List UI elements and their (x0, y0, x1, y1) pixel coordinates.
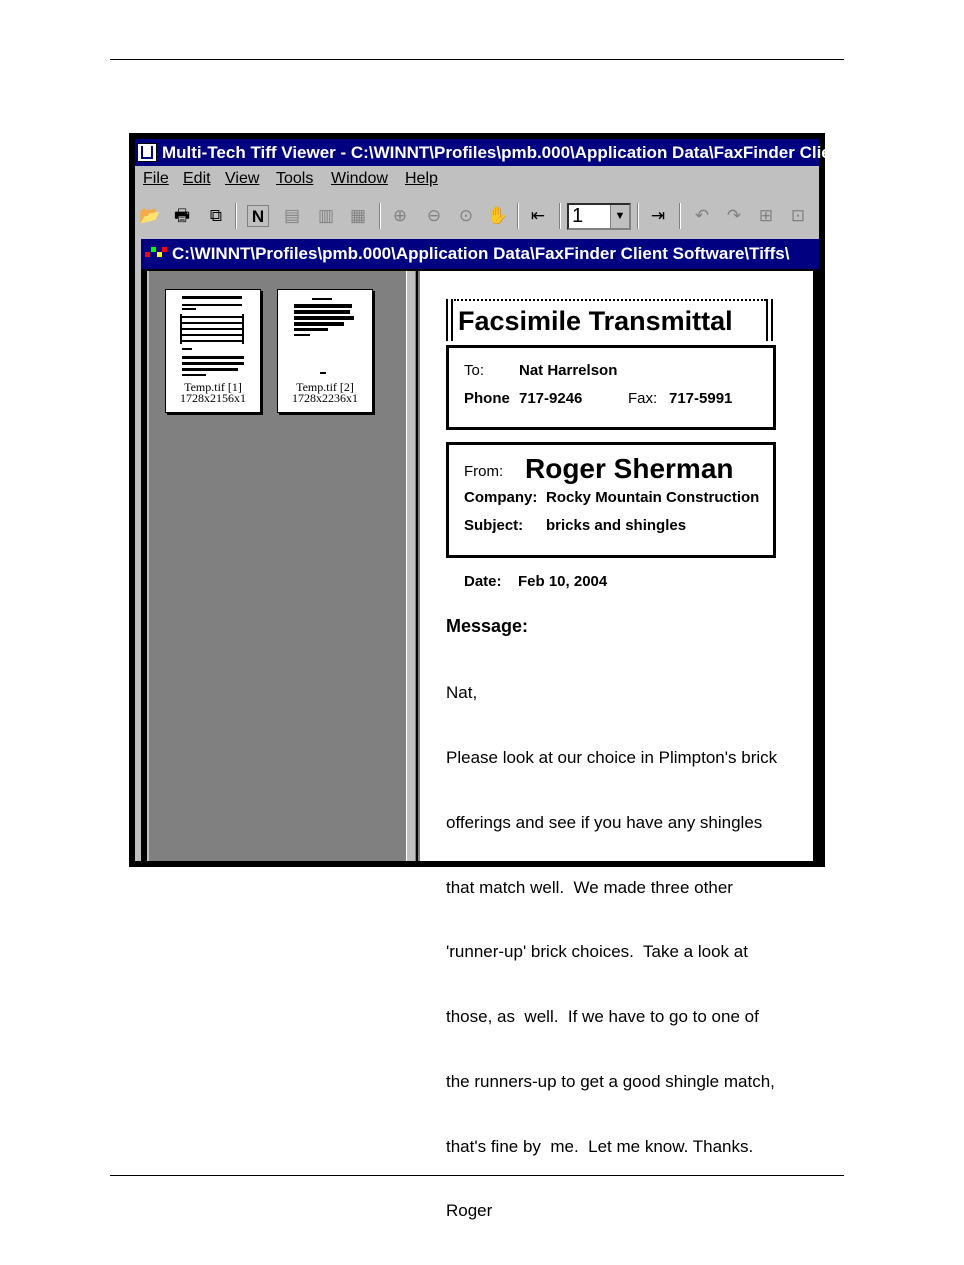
zoom-in-icon[interactable]: ⊕ (392, 206, 408, 225)
zoom-out-icon[interactable]: ⊖ (426, 206, 442, 225)
fax-banner-title: Facsimile Transmittal (458, 306, 733, 336)
toolbar-separator (679, 203, 681, 229)
menu-view-label: View (225, 170, 260, 187)
document-icon[interactable] (145, 247, 167, 261)
message-line: Nat, (446, 683, 478, 703)
thumbnail-image (292, 296, 356, 380)
menu-tools-label: Tools (276, 170, 314, 187)
menu-file-label: File (143, 170, 169, 187)
page-view[interactable] (418, 271, 813, 1221)
thumbnail-pane (147, 271, 406, 861)
document-window (141, 239, 819, 1221)
message-line: the runners-up to get a good shingle match, (446, 1071, 775, 1091)
phone-label: Phone (464, 390, 510, 407)
thumbnail-info: 1728x2236x1 (292, 391, 358, 405)
title-bar[interactable] (135, 139, 964, 166)
app-icon[interactable] (137, 143, 157, 162)
tiff-viewer-window (129, 133, 964, 1221)
next-page-icon[interactable]: ⇥ (650, 206, 666, 225)
pane-splitter[interactable] (406, 271, 416, 861)
thumbnail-caption (278, 382, 372, 404)
toolbar-separator (559, 203, 561, 229)
menu-edit-label: Edit (183, 170, 211, 187)
flip-icon[interactable]: ⊞ (758, 206, 774, 225)
recipient-box (446, 345, 776, 430)
footer-rule (110, 1175, 844, 1176)
fax-label: Fax: (628, 390, 658, 407)
document-title-bar[interactable] (141, 239, 819, 269)
toolbar-separator (235, 203, 237, 229)
toolbar-separator (517, 203, 519, 229)
message-line: that match well. We made three other (446, 877, 733, 897)
fit-height-icon[interactable]: ▦ (349, 206, 367, 225)
normal-view-icon[interactable]: N (247, 205, 269, 227)
fax-banner (446, 299, 774, 341)
previous-page-icon[interactable]: ⇤ (530, 206, 546, 225)
date-value: Feb 10, 2004 (518, 573, 608, 590)
message-line: that's fine by me. Let me know. Thanks. (446, 1136, 754, 1156)
fit-page-icon[interactable]: ▥ (317, 206, 335, 225)
message-heading: Message: (446, 616, 529, 636)
menu-window-label: Window (331, 170, 388, 187)
header-rule (110, 59, 844, 60)
subject-label: Subject: (464, 517, 524, 534)
from-label: From: (464, 463, 504, 480)
open-folder-icon[interactable]: 📂 (139, 206, 161, 225)
thumbnail-page-2[interactable] (277, 289, 373, 413)
print-icon[interactable]: 🖶 (173, 206, 191, 225)
thumbnail-info: 1728x2156x1 (180, 391, 246, 405)
fit-width-icon[interactable]: ▤ (283, 206, 301, 225)
zoom-reset-icon[interactable]: ⊙ (458, 206, 474, 225)
company-label: Company: (464, 489, 538, 506)
date-label: Date: (464, 573, 502, 590)
thumbnail-name: Temp.tif [2] (296, 380, 354, 394)
chevron-down-icon[interactable]: ▼ (610, 205, 629, 228)
from-value: Roger Sherman (525, 453, 734, 484)
thumbnail-caption (166, 382, 260, 404)
fax-value: 717-5991 (669, 390, 733, 407)
banner-dots (454, 299, 766, 305)
toolbar-separator (379, 203, 381, 229)
window-frame (135, 139, 964, 1221)
banner-edge (446, 299, 453, 341)
rotate-left-icon[interactable]: ↶ (694, 206, 710, 225)
message-line: offerings and see if you have any shingles (446, 812, 763, 832)
document-title: C:\WINNT\Profiles\pmb.000\Application Data\FaxFinder Client Software\Tiffs\ (172, 244, 790, 263)
rotate-right-icon[interactable]: ↷ (726, 206, 742, 225)
to-label: To: (464, 362, 485, 379)
toolbar (135, 199, 819, 233)
toolbar-separator (637, 203, 639, 229)
message-body (446, 639, 806, 1265)
menu-bar (135, 167, 819, 191)
invert-icon[interactable]: ⊡ (790, 206, 806, 225)
message-line: those, as well. If we have to go to one of (446, 1007, 759, 1027)
subject-value: bricks and shingles (546, 517, 687, 534)
thumbnail-page-1[interactable] (165, 289, 261, 413)
company-value: Rocky Mountain Construction (546, 489, 760, 506)
page-number-value: 1 (572, 205, 584, 227)
message-line: 'runner-up' brick choices. Take a look at (446, 942, 748, 962)
window-title: Multi-Tech Tiff Viewer - C:\WINNT\Profiles\pmb.000\Application Data\FaxFinder Client Software\Tiffs (162, 143, 964, 162)
banner-edge (766, 299, 773, 341)
copy-icon[interactable]: ⧉ (209, 206, 223, 225)
phone-value: 717-9246 (519, 390, 583, 407)
page-number-select[interactable] (567, 203, 631, 230)
menu-help-label: Help (405, 170, 438, 187)
hand-pan-icon[interactable]: ✋ (487, 206, 509, 225)
thumbnail-name: Temp.tif [1] (184, 380, 242, 394)
to-value: Nat Harrelson (519, 362, 618, 379)
sender-box (446, 442, 776, 558)
thumbnail-image (180, 296, 244, 380)
message-line: Please look at our choice in Plimpton's brick (446, 747, 778, 767)
message-line: Roger (446, 1201, 493, 1221)
